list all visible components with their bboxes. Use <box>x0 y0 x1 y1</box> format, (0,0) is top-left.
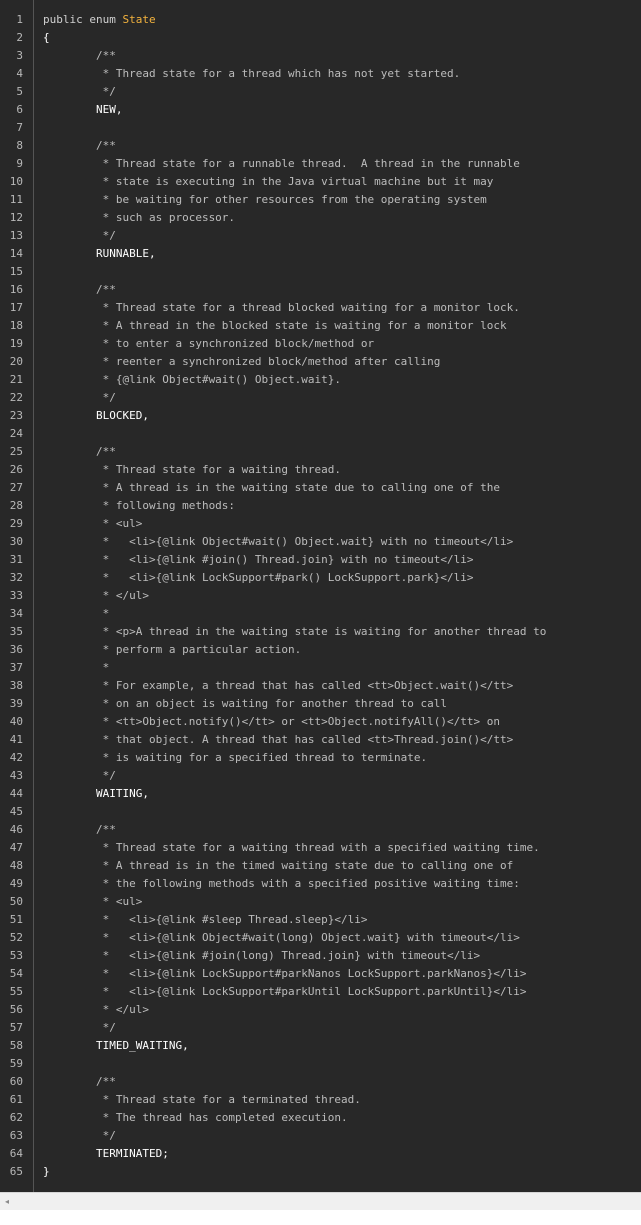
code-token: */ <box>43 85 116 98</box>
code-line <box>43 983 641 1001</box>
code-token: * </ul> <box>43 1003 149 1016</box>
line-number: 22 <box>9 391 23 404</box>
code-line <box>43 479 641 497</box>
code-token: * {@link Object#wait() Object.wait}. <box>43 373 342 386</box>
line-number: 63 <box>9 1129 23 1142</box>
code-line <box>43 659 641 677</box>
code-line <box>43 497 641 515</box>
line-number: 13 <box>9 229 23 242</box>
code-area[interactable] <box>43 11 641 1181</box>
line-number: 19 <box>9 337 23 350</box>
code-token: * <li>{@link Object#wait(long) Object.wait} with timeout</li> <box>43 931 520 944</box>
code-token: */ <box>43 229 116 242</box>
line-number: 46 <box>9 823 23 836</box>
line-number: 5 <box>16 85 23 98</box>
code-line <box>43 533 641 551</box>
line-number: 16 <box>9 283 23 296</box>
code-token: } <box>43 1165 50 1178</box>
code-line <box>43 281 641 299</box>
code-token: * such as processor. <box>43 211 236 224</box>
code-token: * that object. A thread that has called <tt>Thread.join()</tt> <box>43 733 514 746</box>
code-token: { <box>43 31 50 44</box>
code-token: * A thread in the blocked state is waiting for a monitor lock <box>43 319 507 332</box>
line-number: 17 <box>9 301 23 314</box>
code-line <box>43 1091 641 1109</box>
code-token: public enum <box>43 13 123 26</box>
code-line <box>43 713 641 731</box>
line-number: 53 <box>9 949 23 962</box>
line-number: 21 <box>9 373 23 386</box>
code-line <box>43 803 641 821</box>
code-token: * on an object is waiting for another thread to call <box>43 697 447 710</box>
line-number: 15 <box>9 265 23 278</box>
code-token: /** <box>43 283 116 296</box>
code-line <box>43 245 641 263</box>
code-token: * A thread is in the timed waiting state due to calling one of <box>43 859 514 872</box>
code-line <box>43 641 641 659</box>
code-line <box>43 569 641 587</box>
line-number: 2 <box>16 31 23 44</box>
code-token: NEW, <box>43 103 123 116</box>
code-line <box>43 1127 641 1145</box>
code-line <box>43 443 641 461</box>
code-line <box>43 1145 641 1163</box>
line-number: 42 <box>9 751 23 764</box>
code-token: * The thread has completed execution. <box>43 1111 348 1124</box>
code-line <box>43 65 641 83</box>
line-number: 41 <box>9 733 23 746</box>
line-number-gutter <box>0 0 34 1192</box>
line-number: 56 <box>9 1003 23 1016</box>
code-line <box>43 209 641 227</box>
code-line <box>43 1163 641 1181</box>
code-token: * <box>43 607 110 620</box>
code-token: * Thread state for a terminated thread. <box>43 1093 361 1106</box>
code-line <box>43 929 641 947</box>
line-number: 25 <box>9 445 23 458</box>
line-number: 40 <box>9 715 23 728</box>
code-line <box>43 821 641 839</box>
code-token: */ <box>43 391 116 404</box>
code-line <box>43 389 641 407</box>
code-token: * Thread state for a runnable thread. A thread in the runnable <box>43 157 520 170</box>
code-line <box>43 11 641 29</box>
code-line <box>43 371 641 389</box>
code-token: * state is executing in the Java virtual machine but it may <box>43 175 494 188</box>
code-line <box>43 965 641 983</box>
line-number: 35 <box>9 625 23 638</box>
code-line <box>43 767 641 785</box>
code-line <box>43 155 641 173</box>
code-line <box>43 317 641 335</box>
line-number: 6 <box>16 103 23 116</box>
code-token: * the following methods with a specified positive waiting time: <box>43 877 520 890</box>
code-token: * to enter a synchronized block/method or <box>43 337 375 350</box>
page-bottom-area <box>0 1210 641 1225</box>
horizontal-scrollbar[interactable] <box>0 1192 641 1211</box>
line-numbers <box>0 11 23 1181</box>
line-number: 55 <box>9 985 23 998</box>
code-token: * Thread state for a thread blocked waiting for a monitor lock. <box>43 301 520 314</box>
code-token: * <p>A thread in the waiting state is waiting for another thread to <box>43 625 547 638</box>
code-token: * <li>{@link LockSupport#parkNanos LockSupport.parkNanos}</li> <box>43 967 527 980</box>
code-token: * <li>{@link #sleep Thread.sleep}</li> <box>43 913 368 926</box>
code-token: * <ul> <box>43 517 143 530</box>
code-line <box>43 1109 641 1127</box>
code-line <box>43 623 641 641</box>
code-line <box>43 137 641 155</box>
code-line <box>43 1055 641 1073</box>
line-number: 3 <box>16 49 23 62</box>
code-line <box>43 911 641 929</box>
code-line <box>43 749 641 767</box>
code-token: /** <box>43 1075 116 1088</box>
code-token: /** <box>43 49 116 62</box>
line-number: 52 <box>9 931 23 944</box>
line-number: 7 <box>16 121 23 134</box>
code-token: TERMINATED; <box>43 1147 169 1160</box>
code-line <box>43 425 641 443</box>
code-line <box>43 263 641 281</box>
code-token: */ <box>43 1129 116 1142</box>
code-token: * <box>43 661 110 674</box>
code-line <box>43 47 641 65</box>
code-line <box>43 29 641 47</box>
line-number: 47 <box>9 841 23 854</box>
line-number: 26 <box>9 463 23 476</box>
line-number: 9 <box>16 157 23 170</box>
code-line <box>43 119 641 137</box>
code-line <box>43 893 641 911</box>
line-number: 1 <box>16 13 23 26</box>
code-token: /** <box>43 139 116 152</box>
code-line <box>43 605 641 623</box>
line-number: 29 <box>9 517 23 530</box>
code-token: * <li>{@link #join(long) Thread.join} with timeout</li> <box>43 949 481 962</box>
code-token: * is waiting for a specified thread to terminate. <box>43 751 428 764</box>
code-token: * <ul> <box>43 895 143 908</box>
code-token: /** <box>43 445 116 458</box>
line-number: 33 <box>9 589 23 602</box>
code-token: * <li>{@link #join() Thread.join} with no timeout</li> <box>43 553 474 566</box>
line-number: 54 <box>9 967 23 980</box>
line-number: 30 <box>9 535 23 548</box>
code-line <box>43 947 641 965</box>
line-number: 50 <box>9 895 23 908</box>
code-line <box>43 335 641 353</box>
code-token: * For example, a thread that has called <tt>Object.wait()</tt> <box>43 679 514 692</box>
line-number: 51 <box>9 913 23 926</box>
line-number: 10 <box>9 175 23 188</box>
code-token: * <li>{@link LockSupport#parkUntil LockSupport.parkUntil}</li> <box>43 985 527 998</box>
code-token: State <box>122 13 156 26</box>
code-line <box>43 515 641 533</box>
code-token: * A thread is in the waiting state due to calling one of the <box>43 481 500 494</box>
line-number: 20 <box>9 355 23 368</box>
line-number: 12 <box>9 211 23 224</box>
code-token: * following methods: <box>43 499 236 512</box>
code-line <box>43 1073 641 1091</box>
line-number: 28 <box>9 499 23 512</box>
line-number: 37 <box>9 661 23 674</box>
code-token: * Thread state for a thread which has not yet started. <box>43 67 461 80</box>
code-token: * <li>{@link LockSupport#park() LockSupport.park}</li> <box>43 571 474 584</box>
code-line <box>43 173 641 191</box>
code-token: * be waiting for other resources from the operating system <box>43 193 487 206</box>
line-number: 58 <box>9 1039 23 1052</box>
code-line <box>43 83 641 101</box>
code-line <box>43 353 641 371</box>
line-number: 64 <box>9 1147 23 1160</box>
line-number: 48 <box>9 859 23 872</box>
line-number: 38 <box>9 679 23 692</box>
line-number: 59 <box>9 1057 23 1070</box>
line-number: 39 <box>9 697 23 710</box>
line-number: 45 <box>9 805 23 818</box>
code-line <box>43 227 641 245</box>
code-line <box>43 299 641 317</box>
code-token: * perform a particular action. <box>43 643 302 656</box>
line-number: 23 <box>9 409 23 422</box>
code-line <box>43 407 641 425</box>
code-line <box>43 839 641 857</box>
line-number: 65 <box>9 1165 23 1178</box>
code-line <box>43 857 641 875</box>
line-number: 18 <box>9 319 23 332</box>
code-token: WAITING, <box>43 787 149 800</box>
code-token: */ <box>43 1021 116 1034</box>
code-token: */ <box>43 769 116 782</box>
code-line <box>43 785 641 803</box>
code-token: * </ul> <box>43 589 149 602</box>
line-number: 31 <box>9 553 23 566</box>
code-token: * Thread state for a waiting thread. <box>43 463 342 476</box>
line-number: 43 <box>9 769 23 782</box>
code-line <box>43 695 641 713</box>
line-number: 32 <box>9 571 23 584</box>
line-number: 4 <box>16 67 23 80</box>
line-number: 14 <box>9 247 23 260</box>
code-token: * Thread state for a waiting thread with a specified waiting time. <box>43 841 540 854</box>
line-number: 60 <box>9 1075 23 1088</box>
code-line <box>43 551 641 569</box>
code-line <box>43 101 641 119</box>
code-line <box>43 191 641 209</box>
line-number: 34 <box>9 607 23 620</box>
line-number: 62 <box>9 1111 23 1124</box>
line-number: 11 <box>9 193 23 206</box>
code-line <box>43 587 641 605</box>
code-token: TIMED_WAITING, <box>43 1039 189 1052</box>
line-number: 44 <box>9 787 23 800</box>
code-line <box>43 875 641 893</box>
code-line <box>43 677 641 695</box>
code-token: RUNNABLE, <box>43 247 156 260</box>
code-line <box>43 731 641 749</box>
code-line <box>43 1001 641 1019</box>
line-number: 27 <box>9 481 23 494</box>
code-token: /** <box>43 823 116 836</box>
line-number: 24 <box>9 427 23 440</box>
code-line <box>43 1037 641 1055</box>
line-number: 61 <box>9 1093 23 1106</box>
code-line <box>43 1019 641 1037</box>
code-token: * <li>{@link Object#wait() Object.wait} with no timeout</li> <box>43 535 514 548</box>
line-number: 57 <box>9 1021 23 1034</box>
line-number: 36 <box>9 643 23 656</box>
chevron-left-icon[interactable]: ◂ <box>4 1197 9 1206</box>
code-line <box>43 461 641 479</box>
line-number: 8 <box>16 139 23 152</box>
code-token: * <tt>Object.notify()</tt> or <tt>Object.notifyAll()</tt> on <box>43 715 500 728</box>
line-number: 49 <box>9 877 23 890</box>
code-token: BLOCKED, <box>43 409 149 422</box>
code-token: * reenter a synchronized block/method after calling <box>43 355 441 368</box>
